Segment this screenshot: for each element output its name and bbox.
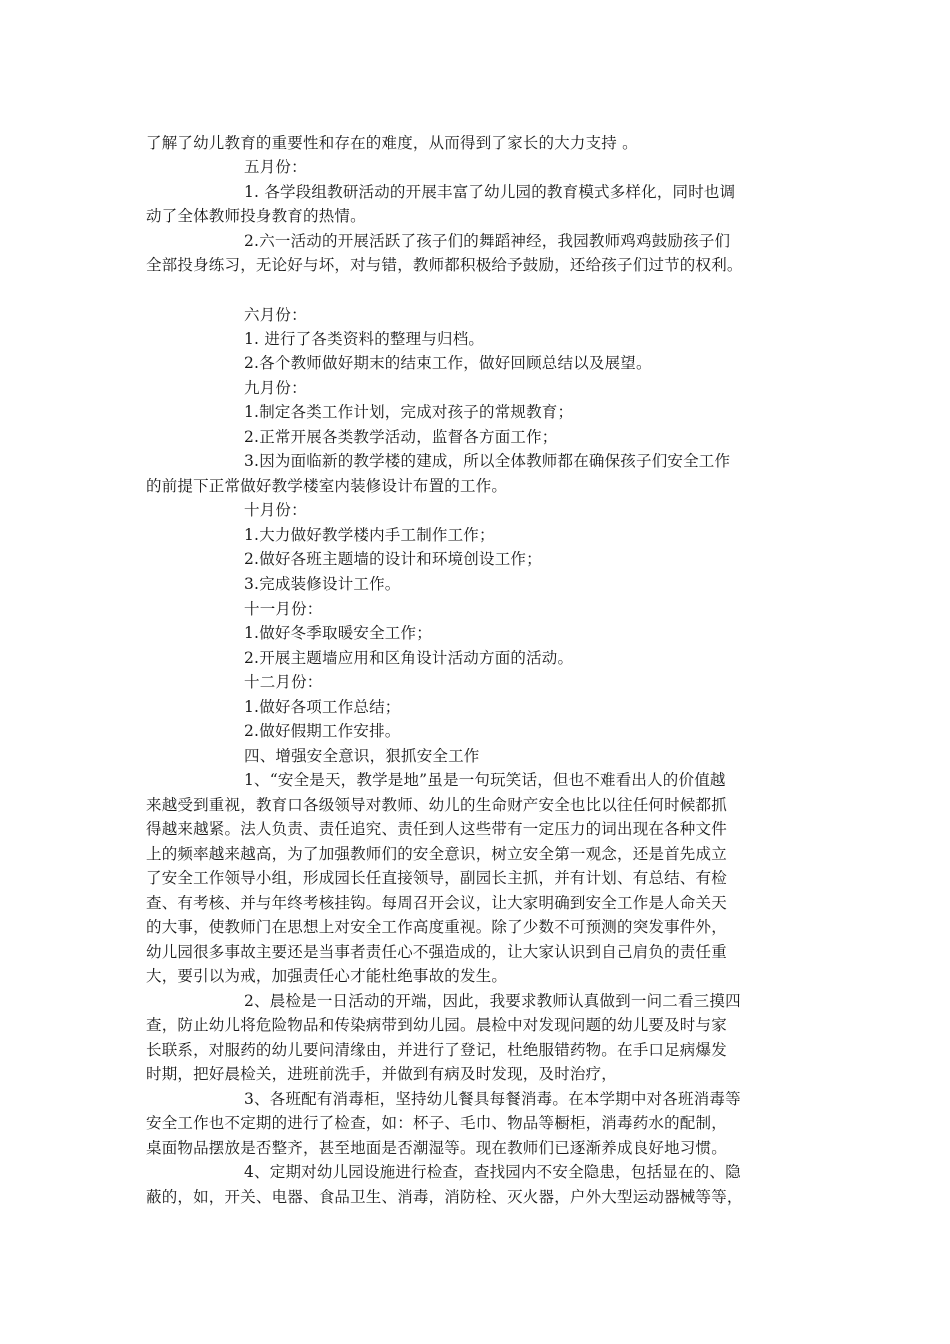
- text-line: 上的频率越来越高，为了加强教师们的安全意识，树立安全第一观念，还是首先成立: [146, 845, 727, 863]
- text-line: 查，防止幼儿将危险物品和传染病带到幼儿园。晨检中对发现问题的幼儿要及时与家: [146, 1016, 727, 1034]
- text-line: 3.完成装修设计工作。: [244, 575, 401, 593]
- section-heading-june: 六月份：: [244, 306, 307, 324]
- text-line: 1、“安全是天，教学是地”虽是一句玩笑话，但也不难看出人的价值越: [244, 771, 726, 789]
- text-line: 安全工作也不定期的进行了检查，如：杯子、毛巾、物品等橱柜，消毒药水的配制，: [146, 1114, 727, 1132]
- text-line: 3、各班配有消毒柜，坚持幼儿餐具每餐消毒。在本学期中对各班消毒等: [244, 1090, 741, 1108]
- text-line: 动了全体教师投身教育的热情。: [146, 207, 366, 225]
- text-line: 2.做好各班主题墙的设计和环境创设工作；: [244, 550, 542, 568]
- text-line: 1.做好各项工作总结；: [244, 698, 401, 716]
- section-heading-december: 十二月份：: [244, 673, 323, 691]
- text-line: 4、定期对幼儿园设施进行检查，查找园内不安全隐患，包括显在的、隐: [244, 1163, 741, 1181]
- text-line: 3.因为面临新的教学楼的建成，所以全体教师都在确保孩子们安全工作: [244, 452, 731, 470]
- text-line: 的大事，使教师门在思想上对安全工作高度重视。除了少数不可预测的突发事件外，: [146, 918, 727, 936]
- text-line: 2.六一活动的开展活跃了孩子们的舞蹈神经，我园教师鸡鸡鼓励孩子们: [244, 232, 731, 250]
- text-line: 蔽的，如，开关、电器、食品卫生、消毒，消防栓、灭火器，户外大型运动器械等等，: [146, 1188, 743, 1206]
- text-line: 来越受到重视，教育口各级领导对教师、幼儿的生命财产安全也比以往任何时候都抓: [146, 796, 727, 814]
- text-line: 的前提下正常做好教学楼室内装修设计布置的工作。: [146, 477, 508, 495]
- section-heading-september: 九月份：: [244, 379, 307, 397]
- section-heading-may: 五月份：: [244, 158, 307, 176]
- text-line: 得越来越紧。法人负责、责任追究、责任到人这些带有一定压力的词出现在各种文件: [146, 820, 727, 838]
- text-line: 桌面物品摆放是否整齐，甚至地面是否潮湿等。现在教师们已逐渐养成良好地习惯。: [146, 1139, 727, 1157]
- text-line: 长联系，对服药的幼儿要问清缘由，并进行了登记，杜绝服错药物。在手口足病爆发: [146, 1041, 727, 1059]
- text-line: 大，要引以为戒，加强责任心才能杜绝事故的发生。: [146, 967, 508, 985]
- text-line: 2.正常开展各类教学活动，监督各方面工作；: [244, 428, 558, 446]
- section-heading-november: 十一月份：: [244, 600, 323, 618]
- section-heading-october: 十月份：: [244, 501, 307, 519]
- text-line: 全部投身练习，无论好与坏，对与错，教师都积极给予鼓励，还给孩子们过节的权利。: [146, 256, 743, 274]
- text-line: 1. 各学段组教研活动的开展丰富了幼儿园的教育模式多样化，同时也调: [244, 183, 736, 201]
- text-line: 幼儿园很多事故主要还是当事者责任心不强造成的，让大家认识到自己肩负的责任重: [146, 943, 727, 961]
- text-line: 2.做好假期工作安排。: [244, 722, 401, 740]
- text-line: 1.制定各类工作计划，完成对孩子的常规教育；: [244, 403, 574, 421]
- text-line: 2、晨检是一日活动的开端，因此，我要求教师认真做到一问二看三摸四: [244, 992, 741, 1010]
- text-line: 了解了幼儿教育的重要性和存在的难度，从而得到了家长的大力支持 。: [146, 134, 638, 152]
- text-line: 1.大力做好教学楼内手工制作工作；: [244, 526, 495, 544]
- text-line: 2.开展主题墙应用和区角设计活动方面的活动。: [244, 649, 574, 667]
- text-line: 查、有考核、并与年终考核挂钩。每周召开会议，让大家明确到安全工作是人命关天: [146, 894, 727, 912]
- text-line: 1.做好冬季取暖安全工作；: [244, 624, 432, 642]
- text-line: 1. 进行了各类资料的整理与归档。: [244, 330, 485, 348]
- text-line: 时期，把好晨检关，进班前洗手，并做到有病及时发现，及时治疗，: [146, 1065, 618, 1083]
- section-heading-safety: 四、增强安全意识，狠抓安全工作: [244, 747, 480, 765]
- text-line: 2.各个教师做好期末的结束工作，做好回顾总结以及展望。: [244, 354, 652, 372]
- text-line: 了安全工作领导小组，形成园长任直接领导，副园长主抓，并有计划、有总结、有检: [146, 869, 727, 887]
